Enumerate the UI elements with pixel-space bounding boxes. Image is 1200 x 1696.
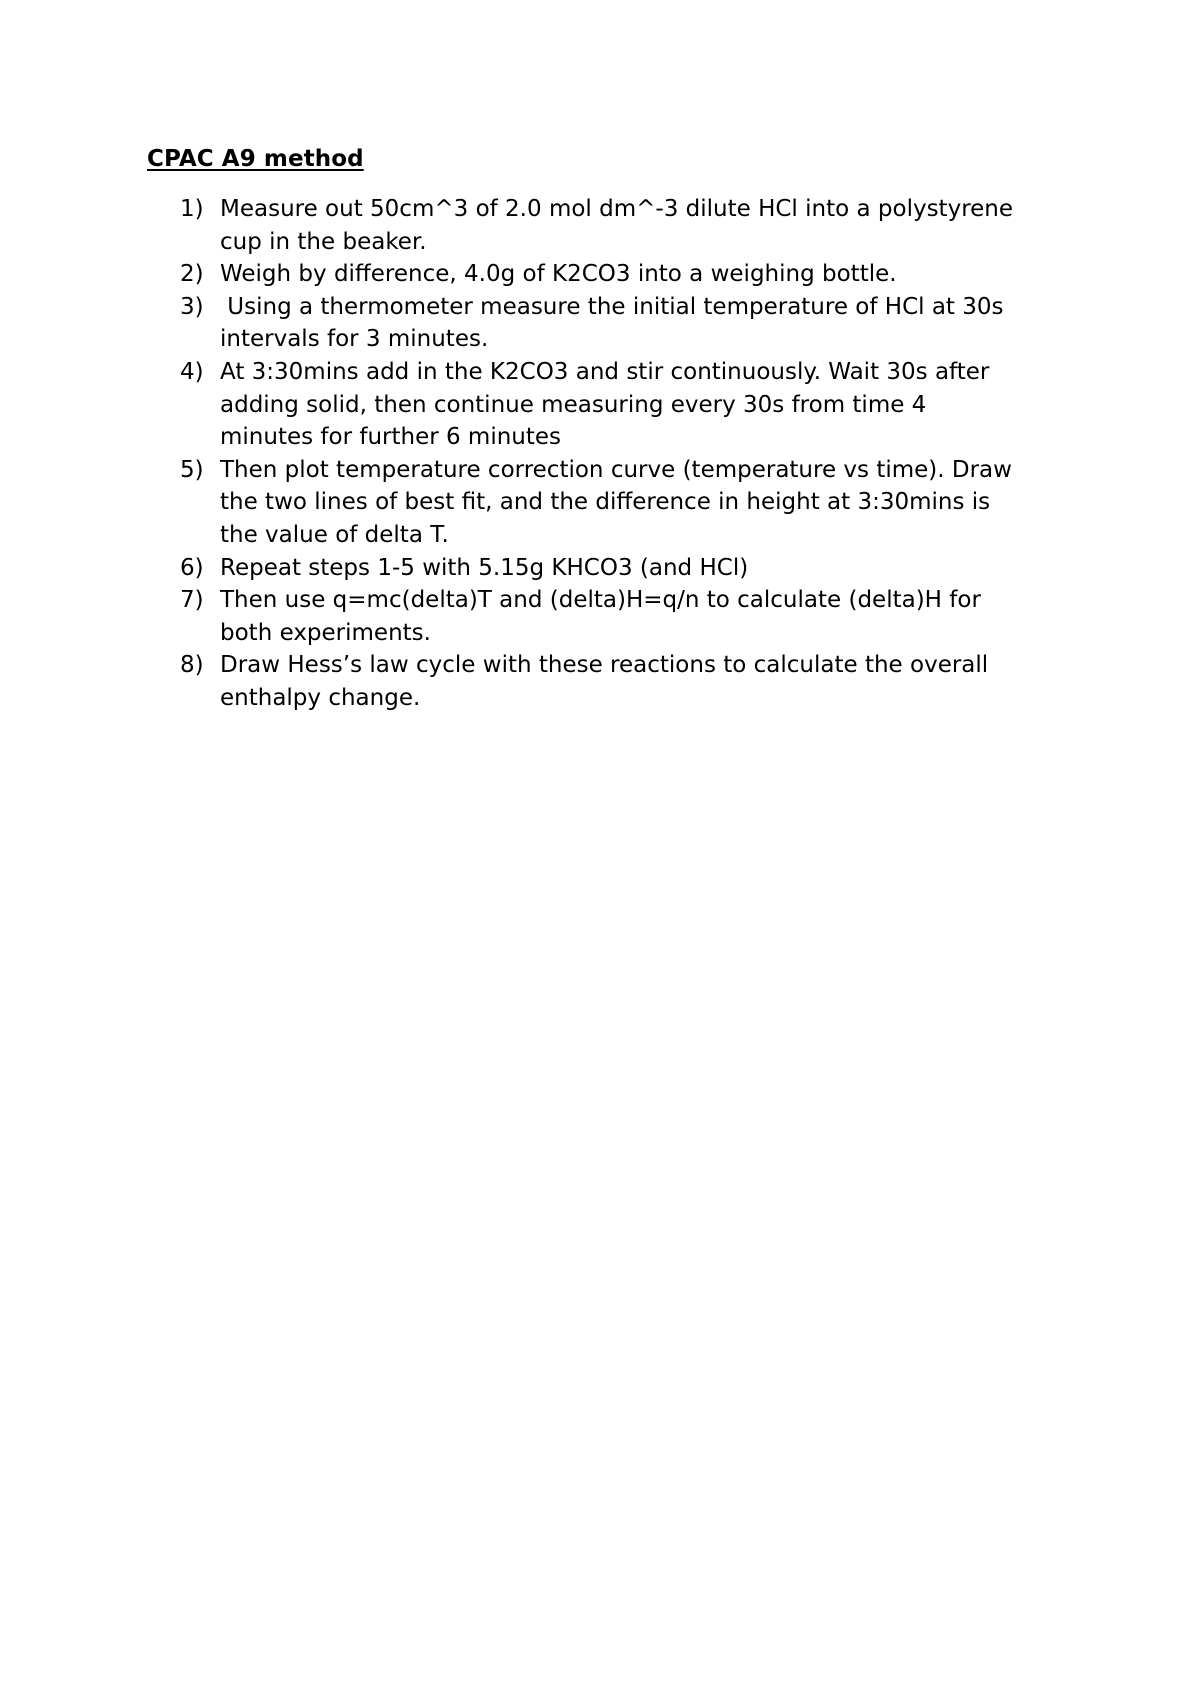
step-line: Then plot temperature correction curve (temperature vs time). Draw [220, 456, 1012, 483]
step-item [180, 356, 1080, 454]
step-item [180, 193, 1080, 258]
step-line: intervals for 3 minutes. [220, 326, 489, 353]
step-line: minutes for further 6 minutes [220, 424, 562, 451]
step-line: Using a thermometer measure the initial temperature of HCl at 30s [220, 293, 1004, 320]
step-number: 8) [180, 652, 204, 679]
step-item [180, 584, 1080, 649]
step-number: 4) [180, 358, 204, 385]
step-line: Measure out 50cm^3 of 2.0 mol dm^-3 dilute HCl into a polystyrene [220, 196, 1014, 222]
step-line: enthalpy change. [220, 684, 421, 711]
method-steps-list [180, 193, 1080, 715]
document-title: CPAC A9 method [147, 146, 364, 172]
step-line: both experiments. [220, 619, 431, 646]
step-line: adding solid, then continue measuring every 30s from time 4 [220, 391, 927, 418]
step-item [180, 552, 1080, 585]
step-line: At 3:30mins add in the K2CO3 and stir continuously. Wait 30s after [220, 358, 990, 385]
step-line: cup in the beaker. [220, 228, 427, 255]
step-item [180, 291, 1080, 356]
step-number: 7) [180, 587, 204, 614]
step-number: 5) [180, 456, 204, 483]
step-line: Weigh by difference, 4.0g of K2CO3 into a weighing bottle. [220, 261, 897, 288]
step-line: the two lines of best fit, and the difference in height at 3:30mins is [220, 489, 991, 516]
step-item [180, 258, 1080, 291]
step-line: Repeat steps 1-5 with 5.15g KHCO3 (and HCl) [220, 554, 749, 581]
step-item [180, 454, 1080, 552]
step-line: Then use q=mc(delta)T and (delta)H=q/n to calculate (delta)H for [220, 587, 981, 614]
step-number: 2) [180, 261, 204, 288]
step-number: 6) [180, 554, 204, 581]
step-line: Draw Hess’s law cycle with these reactions to calculate the overall [220, 652, 989, 679]
step-line: the value of delta T. [220, 521, 449, 548]
step-item [180, 649, 1080, 714]
step-number: 1) [180, 196, 204, 222]
step-number: 3) [180, 293, 204, 320]
